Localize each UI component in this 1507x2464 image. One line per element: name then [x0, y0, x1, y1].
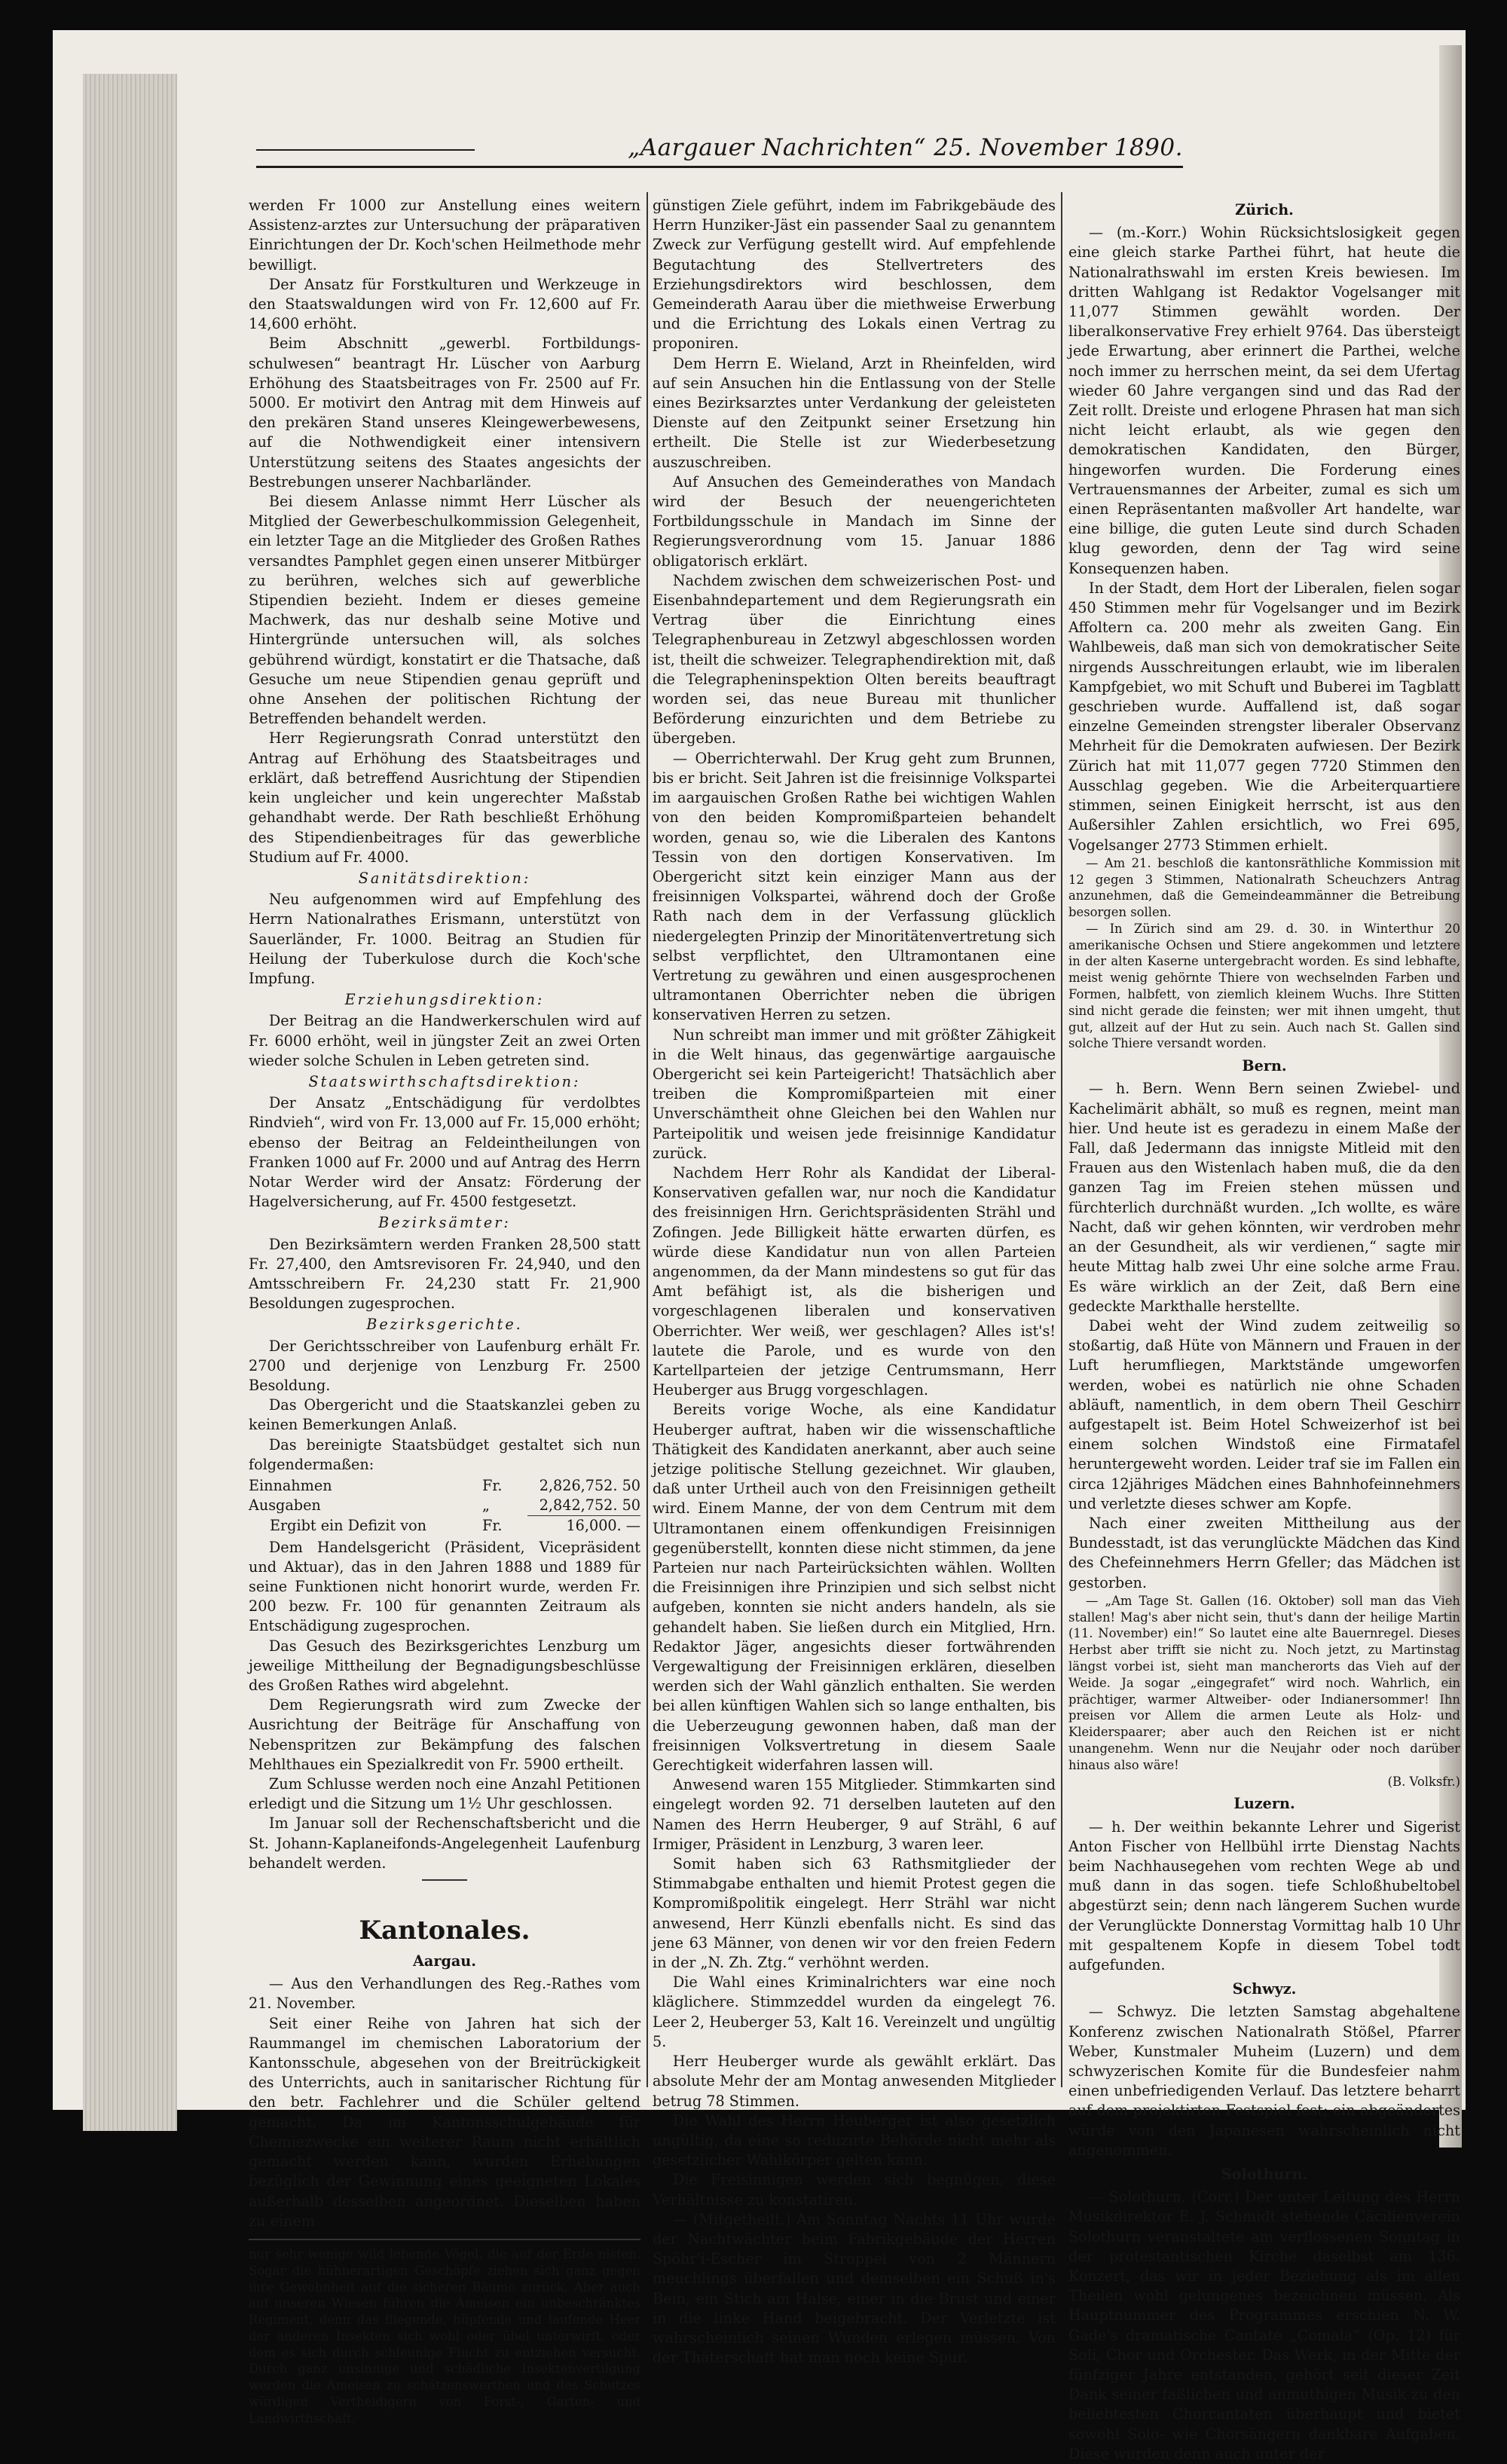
paragraph: — Am 21. beschloß die kantonsräthliche Kommission mit 12 gegen 3 Stimmen, Nationalrath Scheuchzers Antrag anzunehmen, daß die Gemeindeammänner die Betreibung besorgen sollen. — [1068, 855, 1460, 920]
header-rule — [256, 149, 475, 151]
paragraph: — Schwyz. Die letzten Samstag abgehaltene Konferenz zwischen Nationalrath Stößel, Pfarrer Weber, Kunstmaler Muheim (Luzern) und dem schwyzerischen Komite für die Bundesfeier nahm einen unbefriedigenden Verlauf. Das letztere beharrt auf dem projektirten Festspiel fest; ein abgeändertes würde von den Japanesen wahrscheinlich nicht angenommen. — [1068, 2003, 1460, 2159]
paragraph: — (m.-Korr.) Wohin Rücksichtslosigkeit gegen eine gleich starke Parthei führt, hat heute die Nationalrathswahl im ersten Kreis bewiesen. Im dritten Wahlgang ist Redaktor Vogelsanger mit 11,077 Stimmen gewählt worden. Der liberalkonservative Frey erhielt 9764. Das übersteigt jede Erwartung, aber erinnert die Parthei, welche noch immer zu herrschen meint, da sei dem Ufertag wieder 60 Jahre vergangen sind und das Rad der Zeit rollt. Dreiste und erlogene Phrasen hat man sich nicht leicht erlaubt, als wie gegen den demokratischen Kandidaten, den Bürger, hingeworfen wurden. Die Forderung eines Vertrauensmannes der Arbeiter, zumal es sich um einen Repräsentanten maßvoller Art handelte, war eine billige, die guten Leute sind durch Schaden klug geworden, denn der Tag wird seine Konsequenzen haben. — [1068, 224, 1460, 577]
paragraph: Bereits vorige Woche, als eine Kandidatur Heuberger auftrat, haben wir die wissenschaftliche Thätigkeit des Kandidaten anerkannt, aber auch seine jetzige politische Stellung gezeichnet. Wir glauben, daß unter Urtheil auch von den Freisinnigen getheilt wird. Einem Manne, der von dem Centrum mit dem Ultramontanen einem offenkundigen Freisinnigen gegenüberstellt, konnten diese nicht stimmen, da jene Parteien nur nach Parteirücksichten wählen. Wollten die Freisinnigen ihre Prinzipien und sich selbst nicht aufgeben, konnten sie nicht anders handeln, als sie gehandelt haben. Sie ließen durch ein Mitglied, Hrn. Redaktor Jäger, angesichts dieser fortwährenden Vergewaltigung der Freisinnigen erklären, dieselben werden sich der Wahl gänzlich enthalten. Sie werden bei allen künftigen Wahlen sich so lange enthalten, bis die Ueberzeugung gewonnen haben, daß man der freisinnigen Volksvertretung in diesem Saale Gerechtigkeit widerfahren lassen will. — [653, 1401, 1056, 1775]
paragraph: Das bereinigte Staatsbüdget gestaltet sich nun folgendermaßen: — [249, 1435, 640, 1473]
paragraph: Herr Regierungsrath Conrad unterstützt den Antrag auf Erhöhung des Staatsbeitrages und erklärt, daß betreffend Ausrichtung der Stipendien kein ungleicher und kein ungerechter Maßstab gehandhabt werde. Der Rath beschließt Erhöhung des Stipendienbeitrages für das gewerbliche Studium auf Fr. 4000. — [249, 729, 640, 866]
paragraph: Der Ansatz für Forstkulturen und Werkzeuge in den Staatswaldungen wird von Fr. 12,600 auf Fr. 14,600 erhöht. — [249, 275, 640, 333]
paragraph: — Aus den Verhandlungen des Reg.-Rathes vom 21. November. — [249, 1975, 640, 2013]
section-subhead: Erziehungsdirektion: — [344, 991, 545, 1009]
paragraph: Der Ansatz „Entschädigung für verdolbtes Rindvieh“, wird von Fr. 13,000 auf Fr. 15,000 erhöht; ebenso der Beitrag an Feldeintheilungen von Franken 1000 auf Fr. 2000 und auf Antrag des Herrn Notar Werder wird der Ansatz: Förderung der Hagelversicherung, auf Fr. 4500 festgesetzt. — [249, 1094, 640, 1211]
budget-value: 2,842,752. 50 — [527, 1496, 640, 1516]
canton-heading: Bern. — [1242, 1057, 1287, 1075]
canton-heading: Luzern. — [1233, 1795, 1295, 1813]
paragraph: Das Gesuch des Bezirksgerichtes Lenzburg um jeweilige Mittheilung der Begnadigungsbeschlüsse des Großen Rathes wird abgelehnt. — [249, 1637, 640, 1695]
paragraph: Zum Schlusse werden noch eine Anzahl Petitionen erledigt und die Sitzung um 1½ Uhr geschlossen. — [249, 1775, 640, 1813]
budget-currency: Fr. — [482, 1477, 503, 1494]
paragraph: Der Gerichtsschreiber von Laufenburg erhält Fr. 2700 und derjenige von Lenzburg Fr. 2500 Besoldung. — [249, 1337, 640, 1394]
paragraph: Dem Handelsgericht (Präsident, Vicepräsident und Aktuar), das in den Jahren 1888 und 1889 für seine Funktionen nicht honorirt wurde, werden Fr. 200 bezw. Fr. 100 für genannten Zeitraum als Entschädigung zugesprochen. — [249, 1538, 640, 1635]
paragraph: Auf Ansuchen des Gemeinderathes von Mandach wird der Besuch der neuengerichteten Fortbildungsschule in Mandach im Sinne der Regierungsverordnung vom 15. Januar 1886 obligatorisch erklärt. — [653, 472, 1056, 570]
canton-heading: Zürich. — [1235, 201, 1294, 219]
footnote-text: nur sehr wenige wild lebende Vögel, die auf der Erde nisten. Sogar die hühnerartigen Geschöpfe ziehen sich ganz gegen ihre Gewohnheit auf die sicheren Bäume zurück. Aber auch auf unseren Wiesen führen die Ameisen ein unbeschränktes Regiment, denn das fliegende, hüpfende und laufende Heer der anderen Insekten sich wohl oder übel unterwirft, oder dem es sich durch schleunige Flucht zu entziehen versucht. Durch ganz unsinnige und schädliche Insektenvertilgung werden die Ameisen zu schätzenswerthen und des Schutzes würdigen Vertheidigern von Forst-, Garten- und Landwirthschaft. — [249, 2246, 640, 2426]
paragraph: — (Mitgetheilt.) Am Sonntag Nachts 11 Uhr wurde der Nachtwächter beim Fabrikgebäude der Herren Spöhr'i-Escher im Stroppel von 2 Männern meuchlings überfallen und demselben ein Schuß in's Bein, ein Stich am Halse, einer in die Brust und einer in die linke Hand beigebracht. Der Verletzte ist wahrscheinlich seinen Wunden erlegen müssen. Von der Thäterschaft hat man noch keine Spur. — [653, 2210, 1056, 2367]
paragraph: günstigen Ziele geführt, indem im Fabrikgebäude des Herrn Hunziker-Jäst ein passender Saal zu genanntem Zweck zur Verfügung gestellt wird. Auf empfehlende Begutachtung des Stellvertreters des Erziehungsdirektors wird beschlossen, dem Gemeinderath Aarau über die miethweise Erwerbung und die Errichtung des Lokals einen Vertrag zu proponiren. — [653, 197, 1056, 353]
divider — [422, 1879, 467, 1881]
paragraph: — „Am Tage St. Gallen (16. Oktober) soll man das Vieh stallen! Mag's aber nicht sein, thut's dann der heilige Martin (11. November) ein!“ So lautet eine alte Bauernregel. Dieses Herbst aber trifft sie nicht zu. Noch jetzt, zu Martinstag längst vorbei ist, sieht man mancherorts das Vieh auf der Weide. Ja sogar „eingegrafet“ wird noch. Wahrlich, ein prächtiger, warmer Altweiber- oder Indianersommer! Ihn preisen vor Allem die armen Leute als Holz- und Kleiderspaarer; aber auch den Reichen ist er nicht unangenehm. Wenn nur die Neujahr oder noch darüber hinaus also wäre! — [1068, 1593, 1460, 1772]
paragraph: Das Obergericht und die Staatskanzlei geben zu keinen Bemerkungen Anlaß. — [249, 1396, 640, 1434]
paragraph: — h. Der weithin bekannte Lehrer und Sigerist Anton Fischer von Hellbühl irrte Dienstag Nachts beim Nachhausegehen vom rechten Wege ab und muß dann in das sogen. tiefe Schloßhubeltobel abgestürzt sein; denn nach längerem Suchen wurde der Verunglückte Donnerstag Vormittag halb 10 Uhr mit gespaltenem Kopfe in diesem Tobel todt aufgefunden. — [1068, 1817, 1460, 1973]
paragraph: Nun schreibt man immer und mit größter Zähigkeit in die Welt hinaus, das gegenwärtige aargauische Obergericht sei kein Parteigericht! Thatsächlich aber treiben die Kompromißparteien mit einer Unverschämtheit ohne Gleichen bei den Wahlen nur Parteipolitik und weisen jede freisinnige Kandidatur zurück. — [653, 1026, 1056, 1162]
paragraph: Die Freisinnigen werden sich begnügen, diese Verhältnisse zu konstatiren. — [653, 2171, 1056, 2209]
paragraph: Bei diesem Anlasse nimmt Herr Lüscher als Mitglied der Gewerbeschulkommission Gelegenheit, ein letzter Tage an die Mitglieder des Großen Rathes versandtes Pamphlet gegen einen unserer Mitbürger zu berühren, welches sich auf gewerbliche Stipendien bezieht. Indem er dieses gemeine Machwerk, das nur deshalb seine Motive und Hintergründe untersuchen will, als solches gebührend würdigt, konstatirt er die Thatsache, daß Gesuche um neue Stipendien genau geprüft und ohne Ansehen der politischen Richtung der Betreffenden behandelt werden. — [249, 493, 640, 728]
paragraph: Beim Abschnitt „gewerbl. Fortbildungs-schulwesen“ beantragt Hr. Lüscher von Aarburg Erhöhung des Staatsbeitrages von Fr. 2500 auf Fr. 5000. Er motivirt den Antrag mit dem Hinweis auf den prekären Stand unseres Kleingewerbewesens, auf die Nothwendigkeit einer intensivern Unterstützung seitens des Staates angesichts der Bestrebungen unserer Nachbarländer. — [249, 335, 640, 491]
paragraph: Die Wahl eines Kriminalrichters war eine noch kläglichere. Stimmzeddel wurden da eingelegt 76. Leer 2, Heuberger 53, Kalt 16. Vereinzelt und ungültig 5. — [653, 1973, 1056, 2050]
budget-row — [249, 1476, 640, 1496]
section-subhead: Staatswirthschaftsdirektion: — [308, 1072, 581, 1090]
column-rule-2 — [1061, 192, 1062, 2087]
paragraph: Im Januar soll der Rechenschaftsbericht und die St. Johann-Kaplaneifonds-Angelegenheit Laufenburg behandelt werden. — [249, 1814, 640, 1872]
paragraph: — h. Bern. Wenn Bern seinen Zwiebel- und Kachelimärit abhält, so muß es regnen, meint man hier. Und heute ist es geradezu in einem Maße der Fall, daß Jedermann das innigste Mitleid mit den Frauen aus den Wistenlach haben muß, die da den ganzen Tag im Freien stehen müssen und fürchterlich durchnäßt wurden. „Ich wollte, es wäre Nacht, daß wir gehen könnten, wir verdroben mehr an der Gesundheit, als wir verdienen,“ sagte mir heute Mittag halb zwei Uhr eine solche arme Frau. Es wäre wirklich an der Zeit, daß Bern eine gedeckte Markthalle herstellte. — [1068, 1080, 1460, 1315]
paragraph: werden Fr 1000 zur Anstellung eines weitern Assistenz-arztes zur Untersuchung der präparativen Einrichtungen der Dr. Koch'schen Heilmethode mehr bewilligt. — [249, 197, 640, 274]
paragraph: Den Bezirksämtern werden Franken 28,500 statt Fr. 27,400, den Amtsrevisoren Fr. 24,940, und den Amtsschreibern Fr. 24,230 statt Fr. 21,900 Besoldungen zugesprochen. — [249, 1235, 640, 1313]
budget-table — [249, 1476, 640, 1536]
budget-currency: Fr. — [482, 1517, 503, 1535]
paragraph: — Oberrichterwahl. Der Krug geht zum Brunnen, bis er bricht. Seit Jahren ist die freisinnige Volkspartei im aargauischen Großen Rathe bei wichtigen Wahlen von den beiden Kompromißparteien behandelt worden, genau so, wie die Liberalen des Kantons Tessin von den dortigen Konservativen. Im Obergericht sitzt kein einziger Mann aus der freisinnigen Volkspartei, während doch der Große Rath nach dem in der Verfassung glücklich niedergelegten Prinzip der Minoritätenvertretung sich selbst verpflichtet, den Ultramontanen eine Vertretung zu gewähren und einen ausgesprochenen ultramontanen Oberrichter neben die übrigen konservativen Herren zu setzen. — [653, 749, 1056, 1024]
paragraph: Nach einer zweiten Mittheilung aus der Bundesstadt, ist das verunglückte Mädchen das Kind des Chefeinnehmers Herrn Gfeller; das Mädchen ist gestorben. — [1068, 1514, 1460, 1591]
budget-value: 2,826,752. 50 — [539, 1477, 640, 1494]
divider — [249, 2239, 640, 2240]
column-1 — [249, 196, 640, 2426]
paragraph: — In Zürich sind am 29. d. 30. in Winterthur 20 amerikanische Ochsen und Stiere angekommen und letztere in der alten Kaserne untergebracht worden. Es sind lebhafte, meist wenig gehörnte Thiere von wechselnden Farben und Formen, halbfett, von ziemlich kleinem Wuchs. Ihre Stitten sind nicht gerade die feinsten; wer mit ihnen umgeht, thut gut, allzeit auf der Hut zu sein. Auch nach St. Gallen sind solche Thiere versandt worden. — [1068, 921, 1460, 1051]
column-3 — [1068, 196, 1460, 2462]
paragraph: Anwesend waren 155 Mitglieder. Stimmkarten sind eingelegt worden 92. 71 derselben lauteten auf den Namen des Herrn Heuberger, 9 auf Strähl, 6 auf Irmiger, Präsident in Lenzburg, 3 waren leer. — [653, 1776, 1056, 1853]
paragraph: Herr Heuberger wurde als gewählt erklärt. Das absolute Mehr der am Montag anwesenden Mitglieder betrug 78 Stimmen. — [653, 2053, 1056, 2110]
paragraph: Nachdem Herr Rohr als Kandidat der Liberal-Konservativen gefallen war, nur noch die Kandidatur des freisinnigen Hrn. Gerichtspräsidenten Strähl und Zofingen. Jede Billigkeit hätte erwarten dürfen, es würde diese Kandidatur nun von allen Parteien angenommen, da der Mann mindestens so gut für das Amt befähigt ist, als die bisherigen und vorgeschlagenen liberalen und konservativen Oberrichter. Wer weiß, wer geschlagen? Alles ist's! lautete die Parole, und es wurde von den Kartellparteien der jetzige Centrumsmann, Herr Heuberger aus Brugg vorgeschlagen. — [653, 1163, 1056, 1399]
section-title: Kantonales. — [359, 1915, 530, 1946]
column-rule-1 — [647, 192, 648, 2087]
paragraph: Dem Herrn E. Wieland, Arzt in Rheinfelden, wird auf sein Ansuchen hin die Entlassung von der Stelle eines Bezirksarztes unter Verdankung der geleisteten Dienste auf den Zeitpunkt seiner Ersetzung hin ertheilt. Die Stelle ist zur Wiederbesetzung auszuschreiben. — [653, 354, 1056, 471]
canton-heading: Schwyz. — [1232, 1980, 1297, 1998]
paragraph: Neu aufgenommen wird auf Empfehlung des Herrn Nationalrathes Erismann, unterstützt von Sauerländer, Fr. 1000. Beitrag an Studien für Heilung der Tuberkulose durch die Koch'sche Impfung. — [249, 891, 640, 987]
paragraph: Die Wahl des Herrn Heuberger ist also gesetzlich ungültig, da eine so reduzirte Behörde nicht mehr als gesetzlicher Wahlkörper gelten kann. — [653, 2111, 1056, 2169]
canton-heading: Aargau. — [413, 1952, 476, 1970]
paragraph: Der Beitrag an die Handwerkerschulen wird auf Fr. 6000 erhöht, weil in jüngster Zeit an zwei Orten wieder solche Schulen in Leben getreten sind. — [249, 1012, 640, 1069]
paragraph: Nachdem zwischen dem schweizerischen Post- und Eisenbahndepartement und dem Regierungsrath ein Vertrag über die Einrichtung eines Telegraphenbureau in Zetzwyl abgeschlossen worden ist, theilt die schweizer. Telegraphendirektion mit, daß die Telegrapheninspektion Olten bereits beauftragt worden sei, das neue Bureau mit thunlicher Beförderung einzurichten und dem Betriebe zu übergeben. — [653, 571, 1056, 747]
paragraph: Seit einer Reihe von Jahren hat sich der Raummangel im chemischen Laboratorium der Kantonsschule, abgesehen von der Breitrückigkeit des Unterrichts, auch in sanitarischer Richtung für den betr. Fachlehrer und die Schüler geltend gemacht. Da im Kantonsschulgebäude für Chemiezwecke ein weiterer Raum nicht erhältlich gemacht werden kann, wurden Erhebungen bezüglich der Gewinnung eines geeigneten Lokales außerhalb desselben angeordnet. Dieselben haben zu einem — [249, 2014, 640, 2230]
source-citation: (B. Volksfr.) — [1387, 1774, 1460, 1789]
paragraph: Somit haben sich 63 Rathsmitglieder der Stimmabgabe enthalten und hiemit Protest gegen die Kompromißpolitik eingelegt. Herr Strähl war nicht anwesend, Herr Künzli ebenfalls nicht. Es sind das jene 63 Männer, von denen wir vor den freien Federn in der „N. Zh. Ztg.“ verhöhnt werden. — [653, 1855, 1056, 1972]
section-subhead: Bezirksgerichte. — [366, 1316, 523, 1334]
paragraph: Dem Regierungsrath wird zum Zwecke der Ausrichtung der Beiträge für Anschaffung von Nebenspritzen zur Bekämpfung des falschen Mehlthaues ein Spezialkredit von Fr. 5900 ertheilt. — [249, 1696, 640, 1773]
canton-heading: Solothurn. — [1221, 2165, 1308, 2183]
page-stack-edge — [83, 74, 177, 2131]
budget-row — [249, 1516, 640, 1536]
section-subhead: Bezirksämter: — [378, 1214, 511, 1232]
budget-row — [249, 1496, 640, 1516]
budget-value: 16,000. — — [566, 1517, 640, 1535]
budget-currency: „ — [482, 1496, 490, 1515]
paragraph: In der Stadt, dem Hort der Liberalen, fielen sogar 450 Stimmen mehr für Vogelsanger und im Bezirk Affoltern ca. 200 mehr als zweiten Gang. Ein Wahlbeweis, daß man sich von demokratischer Seite nirgends Ausschreitungen erlaubt, wie im liberalen Kampfgebiet, wo mit Schuft und Buberei im Tagblatt geschrieben wurde. Auffallend ist, daß sogar einzelne Gemeinden strengster liberaler Observanz Mehrheit für die Demokraten aufwiesen. Der Bezirk Zürich hat mit 11,077 gegen 7720 Stimmen den Ausschlag gegeben. Wie die Arbeiterquartiere stimmen, seinen Einigkeit herrscht, ist aus den Außersihler Zahlen ersichtlich, wo Frei 695, Vogelsanger 2773 Stimmen erhielt. — [1068, 579, 1460, 854]
budget-label: Ergibt ein Defizit von — [270, 1517, 426, 1535]
section-subhead: Sanitätsdirektion: — [358, 869, 531, 887]
page-header: „Aargauer Nachrichten“ 25. November 1890. — [256, 134, 1183, 168]
paragraph: Dabei weht der Wind zudem zeitweilig so stoßartig, daß Hüte von Männern und Frauen in der Luft herumfliegen, Marktstände umgeworfen werden, wobei es natürlich nie ohne Schaden abläuft, namentlich, in dem obern Theil Geschirr aufgestapelt ist. Beim Hotel Schweizerhof ist bei einem solchen Windstoß eine Firmatafel heruntergeweht worden. Leider traf sie im Fallen ein circa 12jähriges Mädchen eines Bahnhofeinnehmers und verletzte dieses schwer am Kopfe. — [1068, 1316, 1460, 1512]
budget-label: Ausgaben — [249, 1496, 321, 1515]
column-2 — [653, 196, 1056, 2367]
paragraph: — Solothurn. (Corr.) Der unter Leitung des Herrn Musikdirektor E. J. Schmidt stehende Cäcilienverein Solothurn veranstaltete am verflossenen Sonntag in der protestantischen Kirche daselbst am 136. Konzert, das wir in jeder Beziehung als im allen Theilen wohl gelungenes bezeichnen müssen. Als Hauptnummer des Programmes erschien N. W. Gade's dramatische Cantate „Comala“ (Op. 12) für Soli, Chor und Orchester. Das Werk, in der Mitte der fünfziger Jahre entstanden, gehört seit dieser Zeit Dank seiner faßlichen und anmuthigen Musik zu den beliebtesten Chorcantaten überhaupt und bietet sowohl Solo- wie Chorsängern dankbare Aufgaben. Diese wurden denn auch unter der — [1068, 2188, 1460, 2462]
budget-label: Einnahmen — [249, 1477, 332, 1494]
